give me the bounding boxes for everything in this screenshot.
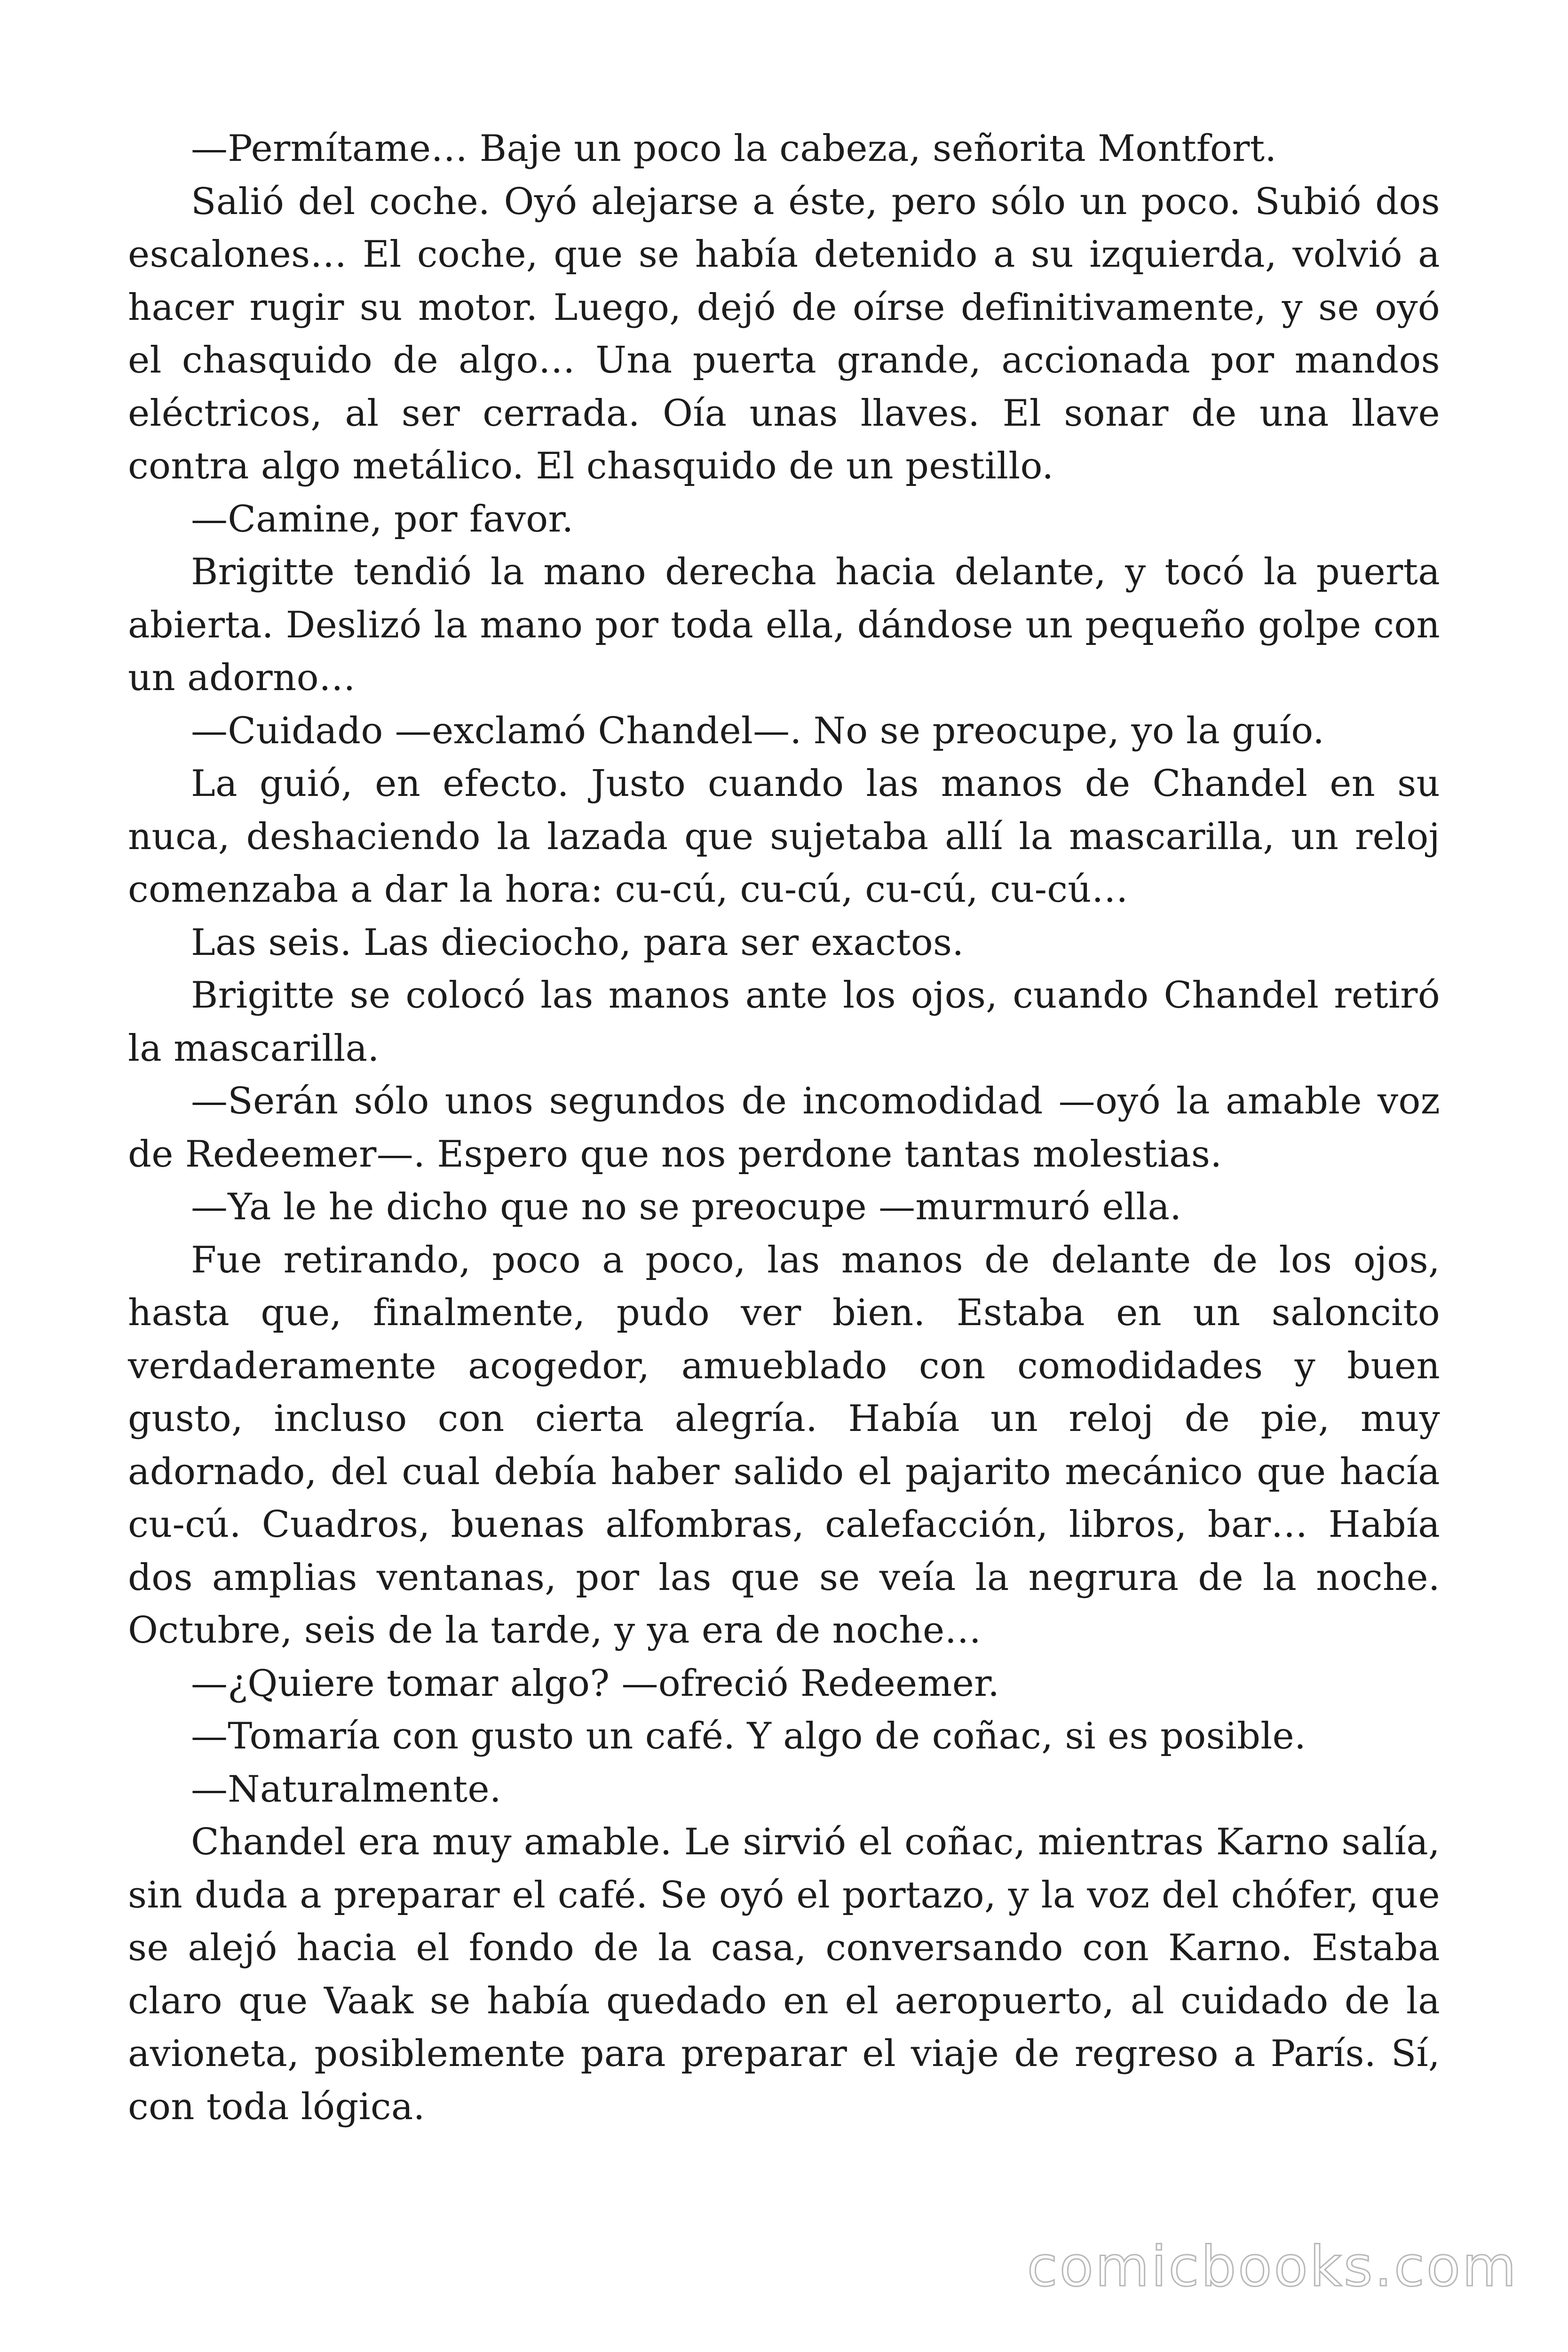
book-page-text [128, 122, 1440, 2133]
paragraph: —Serán sólo unos segundos de incomodidad —oyó la amable voz de Redeemer—. Espero que nos perdone tantas molestias. [128, 1080, 1440, 1176]
paragraph: —Cuidado —exclamó Chandel—. No se preocupe, yo la guío. [191, 709, 1325, 752]
paragraph: Fue retirando, poco a poco, las manos de delante de los ojos, hasta que, finalmente, pudo ver bien. Estaba en un saloncito verdaderamente acogedor, amueblado con comodidades y buen gusto, incluso con cierta alegría. Había un reloj de pie, muy adornado, del cual debía haber salido el pajarito mecánico que hacía cu-cú. Cuadros, buenas alfombras, calefacción, libros, bar… Había dos amplias ventanas, por las que se veía la negrura de la noche. Octubre, seis de la tarde, y ya era de noche… [128, 1239, 1440, 1652]
paragraph: —Tomaría con gusto un café. Y algo de coñac, si es posible. [191, 1715, 1307, 1757]
paragraph: —Permítame… Baje un poco la cabeza, señorita Montfort. [191, 127, 1277, 170]
watermark: comicbooks.com [1027, 2234, 1518, 2299]
paragraph: —Naturalmente. [191, 1768, 501, 1811]
paragraph: —Ya le he dicho que no se preocupe —murmuró ella. [191, 1186, 1182, 1228]
paragraph: —¿Quiere tomar algo? —ofreció Redeemer. [191, 1662, 1000, 1705]
paragraph: Chandel era muy amable. Le sirvió el coñac, mientras Karno salía, sin duda a preparar el café. Se oyó el portazo, y la voz del chófer, que se alejó hacia el fondo de la casa, conversando con Karno. Estaba claro que Vaak se había quedado en el aeropuerto, al cuidado de la avioneta, posiblemente para preparar el viaje de regreso a París. Sí, con toda lógica. [128, 1821, 1440, 2128]
paragraph: Salió del coche. Oyó alejarse a éste, pero sólo un poco. Subió dos escalones… El coche, que se había detenido a su izquierda, volvió a hacer rugir su motor. Luego, dejó de oírse definitivamente, y se oyó el chasquido de algo… Una puerta grande, accionada por mandos eléctricos, al ser cerrada. Oía unas llaves. El sonar de una llave contra algo metálico. El chasquido de un pestillo. [128, 180, 1440, 487]
paragraph: Brigitte se colocó las manos ante los ojos, cuando Chandel retiró la mascarilla. [128, 974, 1440, 1070]
paragraph: La guió, en efecto. Justo cuando las manos de Chandel en su nuca, deshaciendo la lazada que sujetaba allí la mascarilla, un reloj comenzaba a dar la hora: cu-cú, cu-cú, cu-cú, cu-cú… [128, 763, 1440, 911]
paragraph: Las seis. Las dieciocho, para ser exactos. [191, 921, 964, 964]
paragraph: Brigitte tendió la mano derecha hacia delante, y tocó la puerta abierta. Deslizó la mano por toda ella, dándose un pequeño golpe con un adorno… [128, 551, 1440, 699]
paragraph: —Camine, por favor. [191, 498, 574, 540]
